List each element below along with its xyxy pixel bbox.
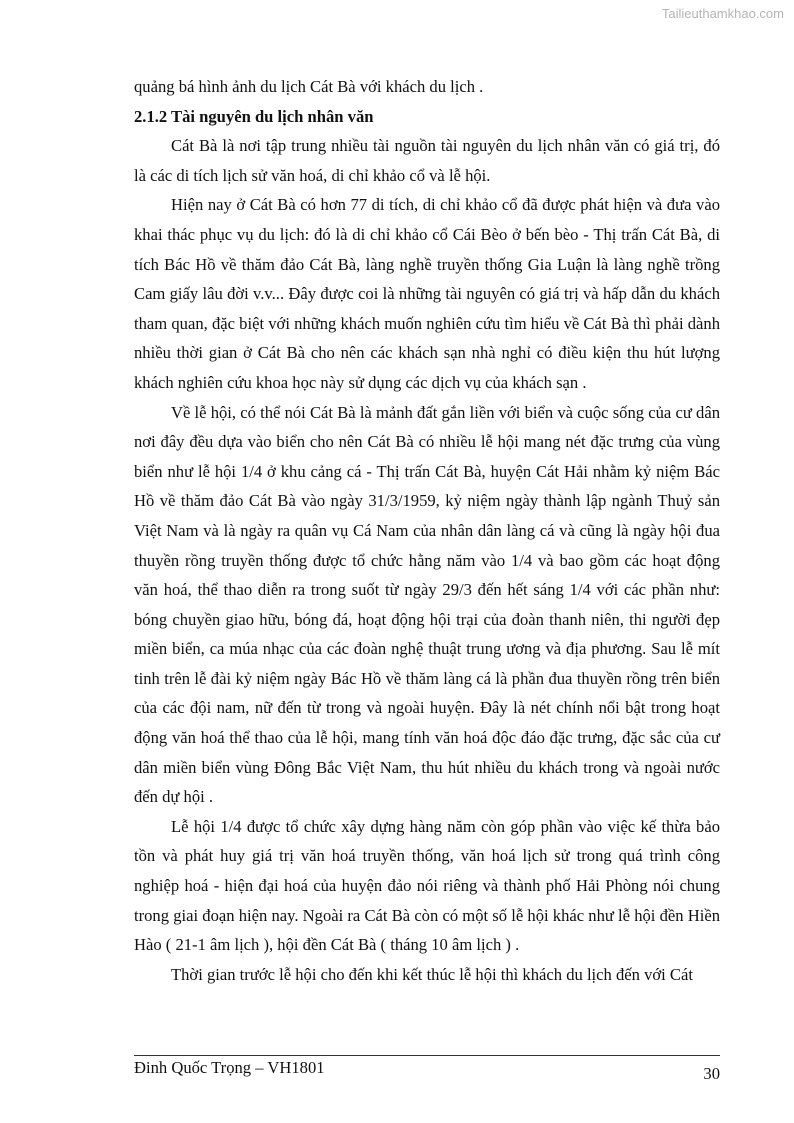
- footer-divider: [134, 1055, 720, 1056]
- paragraph-visitors: Thời gian trước lễ hội cho đến khi kết thúc lễ hội thì khách du lịch đến với Cát: [171, 964, 693, 984]
- footer-author: Đinh Quốc Trọng – VH1801: [134, 1058, 325, 1077]
- paragraph-intro: Cát Bà là nơi tập trung nhiều tài nguồn tài nguyên du lịch nhân văn có giá trị, đó là các di tích lịch sử văn hoá, di chỉ khảo cổ và lễ hội.: [134, 136, 720, 185]
- paragraph-festival-value: Lễ hội 1/4 được tổ chức xây dựng hàng năm còn góp phần vào việc kế thừa bảo tồn và phát huy giá trị văn hoá truyền thống, văn hoá lịch sử trong quá trình công nghiệp hoá - hiện đại hoá của huyện đảo nói riêng và thành phố Hải Phòng nói chung trong giai đoạn hiện nay. Ngoài ra Cát Bà còn có một số lễ hội khác như lễ hội đền Hiền Hào ( 21-1 âm lịch ), hội đền Cát Bà ( tháng 10 âm lịch ) .: [134, 816, 720, 955]
- paragraph-continuation: quảng bá hình ảnh du lịch Cát Bà với khách du lịch .: [134, 77, 484, 96]
- paragraph-relics: Hiện nay ở Cát Bà có hơn 77 di tích, di chỉ khảo cổ đã được phát hiện và đưa vào khai thác phục vụ du lịch: đó là di chỉ khảo cổ Cái Bèo ở bến bèo - Thị trấn Cát Bà, di tích Bác Hồ về thăm đảo Cát Bà, làng nghề truyền thống Gia Luận là làng nghề trồng Cam giấy lâu đời v.v... Đây được coi là những tài nguyên có giá trị và hấp dẫn du khách tham quan, đặc biệt với những khách muốn nghiên cứu tìm hiểu về Cát Bà thì phải dành nhiều thời gian ở Cát Bà cho nên các khách sạn nhà nghỉ có điều kiện thu hút lượng khách nghiên cứu khoa học này sử dụng các dịch vụ của khách sạn .: [134, 195, 720, 392]
- document-body: [134, 72, 720, 989]
- page-number: 30: [703, 1064, 720, 1083]
- section-heading: 2.1.2 Tài nguyên du lịch nhân văn: [134, 106, 374, 126]
- watermark-text: Tailieuthamkhao.com: [661, 6, 784, 21]
- paragraph-festivals: Về lễ hội, có thể nói Cát Bà là mảnh đất gắn liền với biển và cuộc sống của cư dân nơi đây đều dựa vào biển cho nên Cát Bà có nhiều lễ hội mang nét đặc trưng của vùng biển như lễ hội 1/4 ở khu cảng cá - Thị trấn Cát Bà, huyện Cát Hải nhằm kỷ niệm Bác Hồ về thăm đảo Cát Bà vào ngày 31/3/1959, kỷ niệm ngày thành lập ngành Thuỷ sản Việt Nam và là ngày ra quân vụ Cá Nam của nhân dân làng cá và cũng là ngày hội đua thuyền rồng truyền thống được tổ chức hằng năm vào 1/4 và bao gồm các hoạt động văn hoá, thể thao diễn ra trong suốt từ ngày 29/3 đến hết sáng 1/4 với các phần như: bóng chuyền giao hữu, bóng đá, hoạt động hội trại của đoàn thanh niên, thi người đẹp miền biển, ca múa nhạc của các đoàn nghệ thuật trung ương và địa phương. Sau lễ mít tinh trên lễ đài kỷ niệm ngày Bác Hồ về thăm làng cá là phần đua thuyền rồng trên biển của các đội nam, nữ đến từ trong và ngoài huyện. Đây là nét chính nổi bật trong hoạt động văn hoá thể thao của lễ hội, mang tính văn hoá độc đáo đặc trưng, đặc sắc của cư dân miền biển vùng Đông Bắc Việt Nam, thu hút nhiều du khách trong và ngoài nước đến dự hội .: [134, 402, 720, 807]
